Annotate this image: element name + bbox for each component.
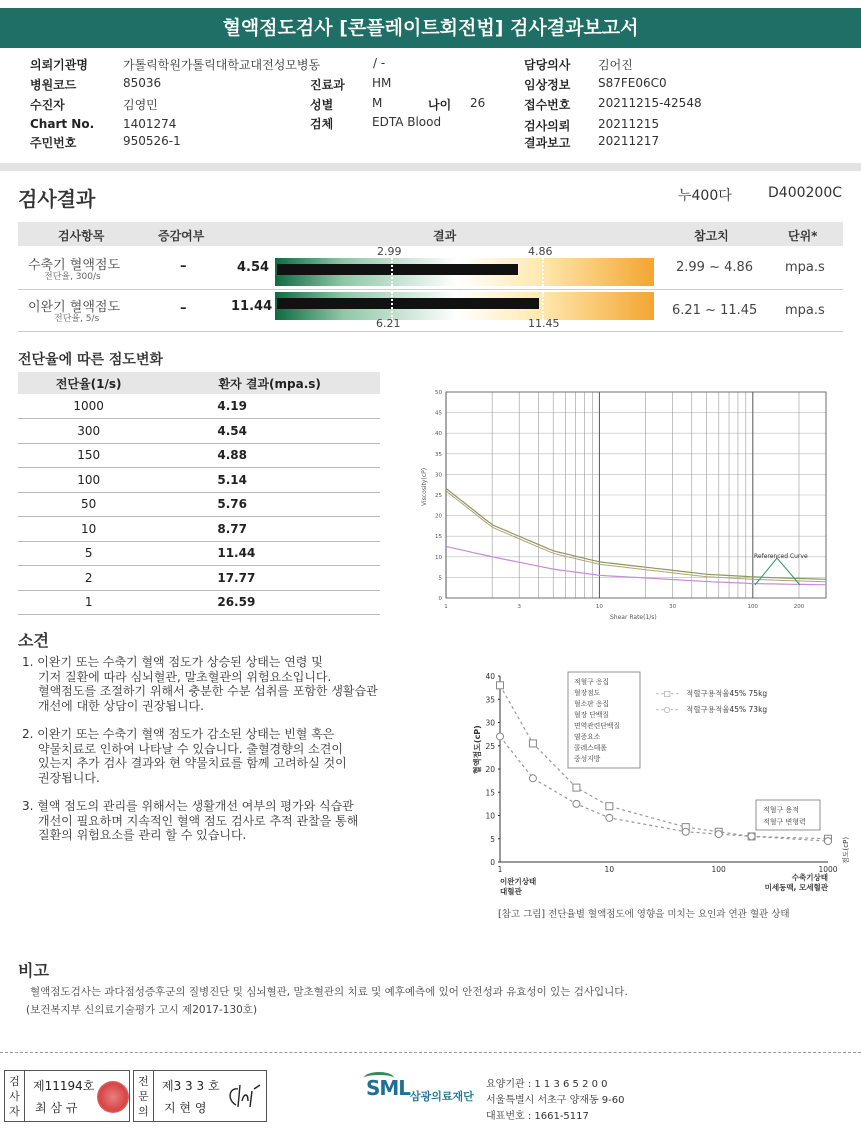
y-tick-label: 45 xyxy=(435,410,442,417)
right-label-1: 수축기상태 xyxy=(791,873,828,882)
specialist-label: 전문의 xyxy=(134,1071,154,1121)
test-name: 수축기 혈액점도 xyxy=(28,258,121,273)
report-value: 20211217 xyxy=(598,134,660,148)
legend-73kg-marker: - -○- - xyxy=(656,705,679,714)
low-marker xyxy=(391,258,393,286)
y-tick-label: 30 xyxy=(435,472,442,479)
shear-value: 11.44 xyxy=(159,541,380,566)
sml-logo xyxy=(366,1076,410,1100)
result-row-diastolic xyxy=(18,290,843,330)
chart-annotation: Referenced Curve xyxy=(754,553,808,560)
ref-y-tick: 10 xyxy=(485,811,495,821)
shear-value: 4.88 xyxy=(159,443,380,468)
right-box-item: 적혈구 용적 xyxy=(763,806,800,814)
shear-value: 5.76 xyxy=(159,492,380,517)
rrn-label: 주민번호 xyxy=(30,136,77,150)
request-value: 20211215 xyxy=(598,117,660,131)
examiner-no: 제11194호 xyxy=(33,1079,95,1093)
result-bar xyxy=(277,264,518,275)
opinion-line: 있는지 추가 검사 결과와 현 약물치료를 함께 고려하실 것이 xyxy=(38,756,347,770)
series-line-patient xyxy=(446,488,826,579)
ref-point-73kg xyxy=(497,733,504,740)
opinion-list xyxy=(22,655,462,857)
opinion-item xyxy=(22,655,462,713)
notes-line-2: (보건복지부 신의료기술평가 고시 제2017-130호) xyxy=(26,1004,258,1016)
shear-value: 8.77 xyxy=(159,517,380,542)
y-tick-label: 40 xyxy=(435,431,442,438)
right-box-item: 적혈구 변형력 xyxy=(763,818,806,826)
result-value: 4.54 xyxy=(237,260,270,275)
dept-label: 진료과 xyxy=(310,78,345,92)
y-tick-label: 20 xyxy=(435,513,442,520)
institution-value: 가톨릭학원가톨릭대학교대전성모병동 xyxy=(123,58,321,72)
factor-item: 염증요소 xyxy=(574,733,601,741)
shear-table xyxy=(18,372,380,615)
test-sub: 전단율, 5/s xyxy=(54,314,100,324)
shear-col-value: 환자 결과(mpa.s) xyxy=(159,372,380,394)
specialist-no: 제3 3 3 호 xyxy=(162,1079,220,1093)
viscosity-chart xyxy=(420,386,840,622)
notes-heading: 비고 xyxy=(18,961,49,980)
ref-point-75kg xyxy=(529,740,536,747)
result-bar xyxy=(277,298,539,309)
ref-point-75kg xyxy=(573,784,580,791)
high-marker xyxy=(542,258,544,286)
opinion-line: 기저 질환에 따라 심뇌혈관, 말초혈관의 위험요소입니다. xyxy=(38,669,332,684)
age-label: 나이 xyxy=(428,98,452,112)
ref-x-tick: 10 xyxy=(604,865,615,874)
shear-rate: 300 xyxy=(18,419,159,444)
col-reference: 참고치 xyxy=(694,229,729,243)
col-result: 결과 xyxy=(433,229,457,243)
reference-range: 2.99 ~ 4.86 xyxy=(676,260,754,275)
range-low: 2.99 xyxy=(377,245,402,258)
test-name: 이완기 혈액점도 xyxy=(28,300,121,315)
ref-y-tick: 5 xyxy=(490,834,495,844)
y-tick-label: 15 xyxy=(435,534,442,541)
opinion-item xyxy=(22,799,462,843)
ref-x-tick: 100 xyxy=(711,865,726,874)
factor-item: 혈장 단백질 xyxy=(574,711,609,719)
unit: mpa.s xyxy=(785,260,825,275)
factor-item: 적혈구 응집 xyxy=(574,678,609,686)
legend-73kg: 적혈구용적율45% 73kg xyxy=(686,705,768,714)
clinical-label: 임상정보 xyxy=(524,78,571,92)
y-tick-label: 35 xyxy=(435,451,442,458)
shear-rate: 5 xyxy=(18,541,159,566)
ref-y-tick: 35 xyxy=(485,695,495,705)
opinion-line: 혈액점도를 조절하기 위해서 충분한 수분 섭취를 포함한 생활습관 xyxy=(38,684,378,698)
x-tick-label: 30 xyxy=(669,604,677,610)
low-marker xyxy=(391,292,393,320)
ref-caption: [참고 그림] 전단율별 혈액점도에 영향을 미치는 요인과 연관 혈관 상태 xyxy=(498,909,790,920)
shear-heading: 전단율에 따른 점도변화 xyxy=(18,352,163,368)
result-row-systolic xyxy=(18,245,843,288)
y-tick-label: 0 xyxy=(438,596,442,602)
shear-value: 17.77 xyxy=(159,566,380,591)
notes-line-1: 혈액점도검사는 과다점성증후군의 질병진단 및 심뇌혈관, 말초혈관의 치료 및 예후예측에 있어 안전성과 유효성이 있는 검사입니다. xyxy=(30,986,628,998)
factor-item: 면역관련단백질 xyxy=(574,722,620,730)
ref-point-73kg xyxy=(682,828,689,835)
row-divider xyxy=(18,331,843,332)
hospital-code-value: 85036 xyxy=(123,76,162,90)
rrn-value: 950526-1 xyxy=(123,134,181,148)
ref-y-tick: 30 xyxy=(485,718,495,728)
ref-y-label-right: 점도(cP) xyxy=(842,836,850,864)
results-heading: 검사결과 xyxy=(18,187,96,211)
shear-rate: 1 xyxy=(18,590,159,615)
col-test-item: 검사항목 xyxy=(58,229,105,243)
shear-row xyxy=(18,492,380,517)
opinion-line: 1. 이완기 또는 수축기 혈액 점도가 상승된 상태는 연령 및 xyxy=(22,655,323,669)
footer-divider xyxy=(0,1052,861,1053)
factor-item: 혈장점도 xyxy=(574,689,601,697)
shear-rate: 150 xyxy=(18,443,159,468)
y-tick-label: 5 xyxy=(438,575,442,582)
shear-row xyxy=(18,443,380,468)
right-label-2: 미세동맥, 모세혈관 xyxy=(764,883,828,892)
shear-row xyxy=(18,566,380,591)
shear-row xyxy=(18,394,380,419)
patient-value: 김영민 xyxy=(123,98,158,112)
opinion-line: 개선이 필요하며 지속적인 혈액 점도 검사로 추적 관찰을 통해 xyxy=(38,813,359,828)
shear-row xyxy=(18,541,380,566)
dept-value: HM xyxy=(372,76,392,90)
shear-rate: 2 xyxy=(18,566,159,591)
ref-y-tick: 0 xyxy=(490,858,495,867)
range-low: 6.21 xyxy=(376,317,401,330)
col-change: 증감여부 xyxy=(158,229,205,243)
shear-value: 4.19 xyxy=(159,394,380,419)
high-marker xyxy=(542,292,544,320)
range-high: 11.45 xyxy=(528,317,560,330)
ref-x-tick: 1 xyxy=(497,865,503,874)
opinion-line: 질환의 위험요소를 관리 할 수 있습니다. xyxy=(38,828,247,842)
sex-label: 성별 xyxy=(310,98,334,112)
patient-info xyxy=(30,56,850,156)
org-line-1: 요양기관 : 1 1 3 6 5 2 0 0 xyxy=(486,1079,608,1090)
examiner-label: 검사자 xyxy=(5,1071,25,1121)
opinion-item xyxy=(22,727,462,785)
ref-point-75kg xyxy=(606,803,613,810)
ref-x-tick: 1000 xyxy=(818,865,838,874)
factor-item: 혈소판 응집 xyxy=(574,700,609,708)
result-value: 11.44 xyxy=(231,299,273,314)
logo-arc-icon xyxy=(364,1072,394,1084)
test-code-1: 누400다 xyxy=(678,188,732,204)
factor-box xyxy=(568,672,640,768)
y-tick-label: 10 xyxy=(435,554,442,561)
x-axis-label: Shear Rate(1/s) xyxy=(610,614,657,621)
x-tick-label: 1 xyxy=(444,604,448,610)
shear-rate: 10 xyxy=(18,517,159,542)
shear-row xyxy=(18,468,380,493)
receipt-label: 접수번호 xyxy=(524,98,571,112)
change-indicator: – xyxy=(180,301,187,316)
clinical-value: S87FE06C0 xyxy=(598,76,667,90)
test-sub: 전단율, 300/s xyxy=(44,272,101,282)
ref-y-tick: 25 xyxy=(485,741,495,751)
ref-y-tick: 40 xyxy=(485,672,495,681)
ref-point-73kg xyxy=(715,831,722,838)
change-indicator: – xyxy=(180,259,187,274)
ref-point-73kg xyxy=(825,838,832,845)
org-name: 삼광의료재단 xyxy=(410,1090,474,1103)
chart-value: 1401274 xyxy=(123,117,177,131)
legend-75kg: 적혈구용적율45% 75kg xyxy=(686,689,768,698)
specimen-value: EDTA Blood xyxy=(372,115,442,129)
legend-75kg-marker: - -□- - xyxy=(656,689,679,698)
left-label-1: 이완기상태 xyxy=(500,877,537,886)
range-high: 4.86 xyxy=(528,245,553,258)
y-tick-label: 25 xyxy=(435,493,442,499)
shear-rate: 100 xyxy=(18,468,159,493)
col-unit: 단위* xyxy=(788,229,818,243)
institution-label: 의뢰기관명 xyxy=(30,58,88,72)
opinion-line: 약물치료로 인하여 나타날 수 있습니다. 출혈경향의 소견이 xyxy=(38,741,343,756)
reference-chart xyxy=(473,664,856,924)
section-separator xyxy=(0,163,861,171)
ref-point-73kg xyxy=(748,833,755,840)
shear-rate: 1000 xyxy=(18,394,159,419)
shear-row xyxy=(18,590,380,615)
org-line-2: 서울특별시 서초구 양재동 9-60 xyxy=(486,1095,625,1106)
ref-y-tick: 20 xyxy=(485,765,495,774)
org-line-3: 대표번호 : 1661-5117 xyxy=(486,1111,589,1122)
hospital-code-label: 병원코드 xyxy=(30,78,77,92)
report-title: 혈액점도검사 [콘플레이트회전법] 검사결과보고서 xyxy=(0,8,861,48)
x-tick-label: 3 xyxy=(517,604,521,610)
factor-item: 콜레스테롤 xyxy=(574,744,607,752)
factor-item: 중성지방 xyxy=(574,755,601,763)
reference-range: 6.21 ~ 11.45 xyxy=(672,303,758,318)
chart-label: Chart No. xyxy=(30,117,95,131)
shear-value: 5.14 xyxy=(159,468,380,493)
shear-value: 26.59 xyxy=(159,590,380,615)
specimen-label: 검체 xyxy=(310,117,334,131)
doctor-value: 김어진 xyxy=(598,58,633,72)
opinion-line: 권장됩니다. xyxy=(38,770,100,785)
opinion-line: 개선에 대한 상담이 권장됩니다. xyxy=(38,698,204,713)
ref-y-tick: 15 xyxy=(485,788,495,798)
examiner-box xyxy=(4,1070,130,1122)
age-value: 26 xyxy=(470,96,486,110)
shear-rate: 50 xyxy=(18,492,159,517)
ward-value: / - xyxy=(373,56,386,70)
shear-value: 4.54 xyxy=(159,419,380,444)
ref-point-73kg xyxy=(606,814,613,821)
ref-point-75kg xyxy=(497,682,504,689)
logo-text: SML xyxy=(366,1076,411,1100)
x-tick-label: 200 xyxy=(793,604,805,610)
receipt-value: 20211215-42548 xyxy=(598,96,702,110)
x-tick-label: 10 xyxy=(595,604,603,610)
y-tick-label: 50 xyxy=(435,390,442,396)
ref-point-73kg xyxy=(529,775,536,782)
signature xyxy=(224,1079,264,1115)
left-label-2: 대혈관 xyxy=(500,887,522,896)
specialist-name: 지 현 영 xyxy=(164,1101,207,1115)
opinion-line: 2. 이완기 또는 수축기 혈액 점도가 감소된 상태는 빈혈 혹은 xyxy=(22,727,335,741)
sex-value: M xyxy=(372,96,383,110)
unit: mpa.s xyxy=(785,303,825,318)
report-label: 결과보고 xyxy=(524,136,571,150)
doctor-label: 담당의사 xyxy=(524,58,571,72)
shear-row xyxy=(18,517,380,542)
patient-label: 수진자 xyxy=(30,98,65,112)
x-tick-label: 100 xyxy=(747,604,759,610)
y-axis-label: Viscosity(cP) xyxy=(421,467,428,506)
shear-col-rate: 전단율(1/s) xyxy=(18,372,159,394)
results-header xyxy=(18,222,843,246)
shear-row xyxy=(18,419,380,444)
shear-table-wrap xyxy=(18,372,380,615)
examiner-name: 최 삼 규 xyxy=(35,1101,78,1115)
opinion-line: 3. 혈액 점도의 관리를 위해서는 생활개선 여부의 평가와 식습관 xyxy=(22,799,354,813)
seal-stamp xyxy=(97,1081,129,1113)
ref-point-73kg xyxy=(573,800,580,807)
opinion-heading: 소견 xyxy=(18,631,49,650)
request-label: 검사의뢰 xyxy=(524,119,571,133)
ref-y-label: 혈액점도(cP) xyxy=(473,725,482,774)
test-code-2: D400200C xyxy=(768,185,842,201)
specialist-box xyxy=(133,1070,267,1122)
